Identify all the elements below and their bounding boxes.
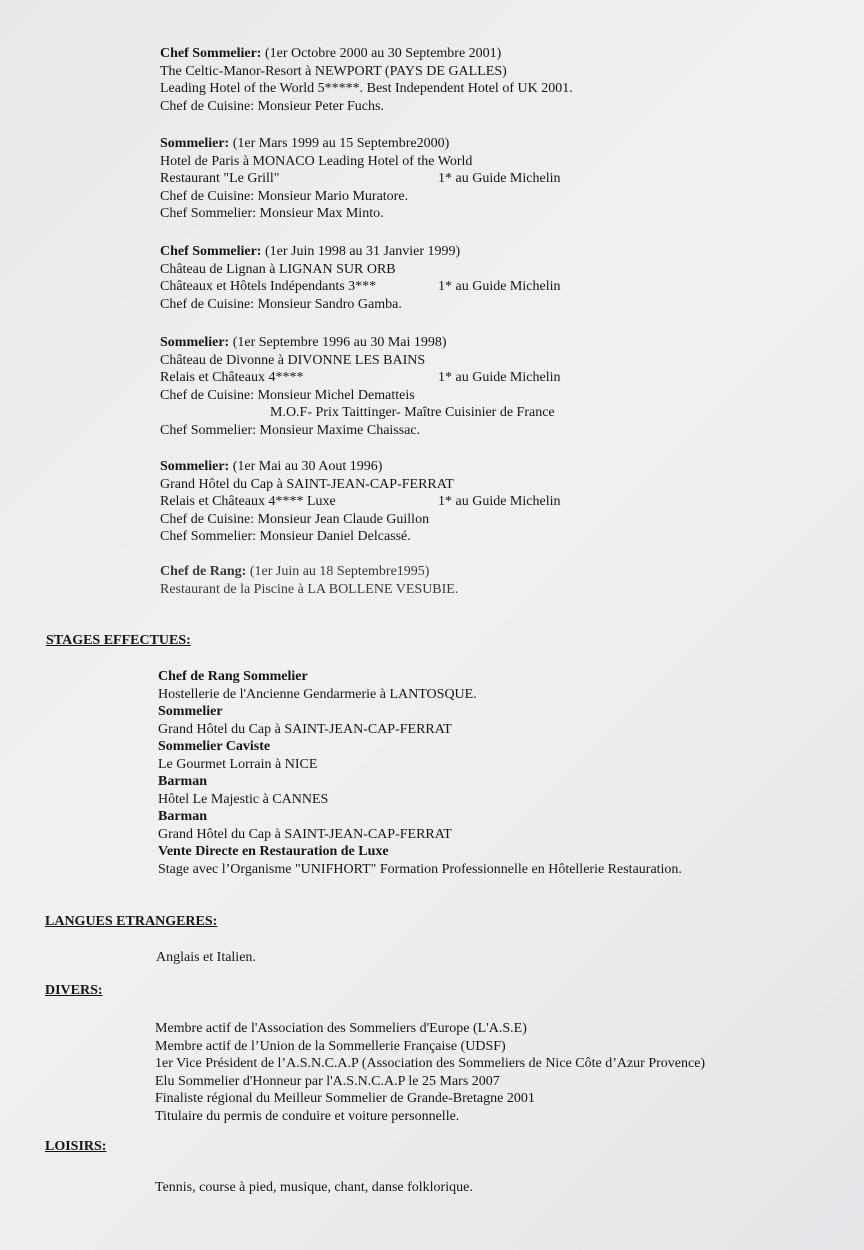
stages-list bbox=[158, 668, 682, 878]
stages-heading: STAGES EFFECTUES: bbox=[46, 633, 191, 648]
experience-entry bbox=[160, 458, 561, 546]
experience-line: Leading Hotel of the World 5*****. Best Independent Hotel of UK 2001. bbox=[160, 81, 573, 96]
experience-title: Chef Sommelier: bbox=[160, 244, 262, 259]
experience-line-text: Relais et Châteaux 4**** Luxe bbox=[160, 494, 336, 509]
stage-place: Le Gourmet Lorrain à NICE bbox=[158, 756, 318, 772]
experience-entry bbox=[160, 135, 561, 223]
michelin-rating: 1* au Guide Michelin bbox=[438, 171, 561, 186]
stage-place: Grand Hôtel du Cap à SAINT-JEAN-CAP-FERRAT bbox=[158, 826, 452, 842]
michelin-rating: 1* au Guide Michelin bbox=[438, 279, 561, 294]
experience-title: Chef de Rang: bbox=[160, 564, 247, 579]
experience-line: Chef de Cuisine: Monsieur Peter Fuchs. bbox=[160, 98, 384, 114]
divers-heading: DIVERS: bbox=[45, 983, 103, 998]
stage-role: Sommelier Caviste bbox=[158, 739, 271, 754]
divers-item: Membre actif de l'Association des Sommeliers d'Europe (L'A.S.E) bbox=[155, 1021, 527, 1036]
stage-role: Chef de Rang Sommelier bbox=[158, 669, 308, 684]
experience-entry bbox=[160, 563, 458, 598]
stage-place: Grand Hôtel du Cap à SAINT-JEAN-CAP-FERRAT bbox=[158, 721, 452, 737]
experience-line: The Celtic-Manor-Resort à NEWPORT (PAYS DE GALLES) bbox=[160, 63, 507, 79]
michelin-rating: 1* au Guide Michelin bbox=[438, 370, 561, 385]
stage-place: Hostellerie de l'Ancienne Gendarmerie à LANTOSQUE. bbox=[158, 686, 477, 702]
experience-line bbox=[160, 369, 561, 387]
divers-item: Finaliste régional du Meilleur Sommelier de Grande-Bretagne 2001 bbox=[155, 1091, 535, 1106]
experience-line: Chef de Cuisine: Monsieur Jean Claude Guillon bbox=[160, 511, 430, 527]
experience-heading bbox=[160, 334, 555, 352]
stage-role: Barman bbox=[158, 809, 207, 824]
experience-line: Chef Sommelier: Monsieur Max Minto. bbox=[160, 206, 384, 221]
divers-item: 1er Vice Président de l’A.S.N.C.A.P (Association des Sommeliers de Nice Côte d’Azur Provence) bbox=[155, 1056, 706, 1071]
experience-title: Chef Sommelier: bbox=[160, 46, 262, 61]
experience-line-text: Restaurant "Le Grill" bbox=[160, 171, 280, 186]
experience-dates: (1er Juin au 18 Septembre1995) bbox=[246, 564, 430, 579]
experience-heading bbox=[160, 458, 454, 476]
experience-entry bbox=[160, 243, 561, 313]
experience-line: Chef Sommelier: Monsieur Maxime Chaissac. bbox=[160, 422, 421, 438]
stage-role: Vente Directe en Restauration de Luxe bbox=[158, 844, 389, 859]
experience-line-text: Relais et Châteaux 4**** bbox=[160, 370, 304, 385]
stage-place: Hôtel Le Majestic à CANNES bbox=[158, 791, 329, 807]
experience-line: Hotel de Paris à MONACO Leading Hotel of the World bbox=[160, 153, 473, 169]
divers-item: Elu Sommelier d'Honneur par l'A.S.N.C.A.P le 25 Mars 2007 bbox=[155, 1073, 500, 1089]
experience-line: Château de Lignan à LIGNAN SUR ORB bbox=[160, 261, 396, 277]
experience-line: Château de Divonne à DIVONNE LES BAINS bbox=[160, 352, 426, 368]
loisirs-text: Tennis, course à pied, musique, chant, danse folklorique. bbox=[155, 1180, 473, 1195]
experience-entry bbox=[160, 334, 561, 439]
experience-line: M.O.F- Prix Taittinger- Maître Cuisinier de France bbox=[270, 405, 555, 420]
experience-heading bbox=[160, 563, 458, 581]
experience-line bbox=[160, 278, 561, 296]
langues-text: Anglais et Italien. bbox=[156, 950, 256, 965]
experience-line: Chef de Cuisine: Monsieur Sandro Gamba. bbox=[160, 296, 402, 312]
stage-place: Stage avec l’Organisme "UNIFHORT" Formation Professionnelle en Hôtellerie Restauration. bbox=[158, 861, 682, 877]
stage-role: Sommelier bbox=[158, 704, 223, 719]
experience-heading bbox=[160, 243, 460, 261]
experience-entry bbox=[160, 45, 573, 115]
experience-dates: (1er Octobre 2000 au 30 Septembre 2001) bbox=[261, 46, 502, 61]
experience-line: Chef de Cuisine: Monsieur Mario Muratore. bbox=[160, 188, 409, 204]
loisirs-heading: LOISIRS: bbox=[45, 1139, 107, 1154]
experience-line: Chef de Cuisine: Monsieur Michel Dematteis bbox=[160, 387, 415, 403]
experience-line-text: Châteaux et Hôtels Indépendants 3*** bbox=[160, 279, 377, 294]
michelin-rating: 1* au Guide Michelin bbox=[438, 494, 561, 509]
experience-title: Sommelier: bbox=[160, 136, 230, 151]
experience-line: Restaurant de la Piscine à LA BOLLENE VESUBIE. bbox=[160, 581, 459, 597]
divers-item: Titulaire du permis de conduire et voiture personnelle. bbox=[155, 1108, 460, 1124]
experience-dates: (1er Mars 1999 au 15 Septembre2000) bbox=[229, 136, 450, 151]
langues-heading: LANGUES ETRANGERES: bbox=[45, 914, 218, 929]
experience-line: Chef Sommelier: Monsieur Daniel Delcassé. bbox=[160, 529, 411, 544]
experience-heading bbox=[160, 45, 573, 63]
experience-heading bbox=[160, 135, 472, 153]
experience-line bbox=[160, 170, 561, 188]
experience-dates: (1er Juin 1998 au 31 Janvier 1999) bbox=[261, 244, 461, 259]
experience-line: Grand Hôtel du Cap à SAINT-JEAN-CAP-FERRAT bbox=[160, 476, 454, 492]
experience-dates: (1er Mai au 30 Aout 1996) bbox=[229, 459, 383, 474]
divers-list bbox=[155, 1020, 705, 1125]
experience-title: Sommelier: bbox=[160, 335, 230, 350]
experience-line bbox=[160, 493, 561, 511]
experience-dates: (1er Septembre 1996 au 30 Mai 1998) bbox=[229, 335, 447, 350]
experience-title: Sommelier: bbox=[160, 459, 230, 474]
stage-role: Barman bbox=[158, 774, 207, 789]
divers-item: Membre actif de l’Union de la Sommellerie Française (UDSF) bbox=[155, 1038, 506, 1054]
